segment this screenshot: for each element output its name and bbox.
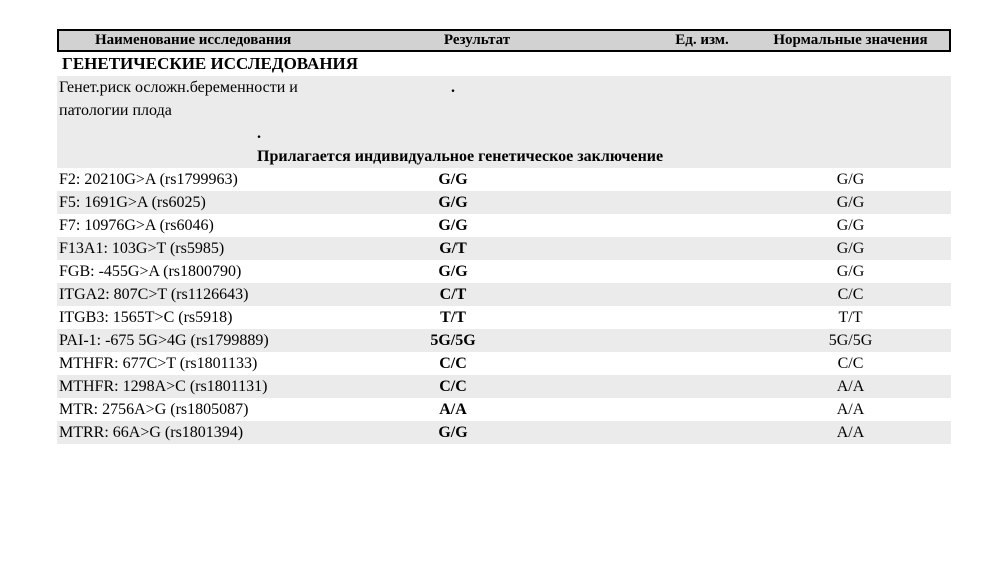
cell-normal: A/A [836, 401, 865, 418]
cell-result: C/T [439, 286, 467, 303]
cell-units [650, 168, 750, 191]
cell-spacer [553, 375, 650, 398]
section-title: ГЕНЕТИЧЕСКИЕ ИССЛЕДОВАНИЯ [62, 54, 359, 73]
cell-normal: C/C [837, 355, 864, 372]
cell-result: G/G [438, 171, 468, 188]
cell-normal: G/G [836, 217, 865, 234]
table-row [57, 352, 951, 375]
cell-result: C/C [439, 355, 467, 372]
table-row [57, 237, 951, 260]
cell-normal: A/A [836, 378, 865, 395]
cell-result: C/C [439, 378, 467, 395]
cell-name: F2: 20210G>A (rs1799963) [59, 171, 238, 188]
cell-spacer [553, 168, 650, 191]
table-row [57, 306, 951, 329]
table-row [57, 283, 951, 306]
cell-normal: G/G [836, 194, 865, 211]
cell-spacer [553, 237, 650, 260]
panel-result-dot: . [451, 79, 455, 96]
cell-normal: A/A [836, 424, 865, 441]
cell-spacer [553, 283, 650, 306]
cell-spacer [553, 306, 650, 329]
cell-normal: G/G [836, 171, 865, 188]
cell-units [650, 398, 750, 421]
lab-report-page [57, 29, 951, 444]
cell-normal: G/G [836, 240, 865, 257]
cell-units [650, 421, 750, 444]
header-spacer [555, 31, 652, 50]
table-row [57, 375, 951, 398]
panel-dot: . [257, 125, 261, 142]
cell-units [650, 352, 750, 375]
panel-test-name-line2: патологии плода [59, 102, 172, 119]
table-row [57, 168, 951, 191]
cell-units [650, 306, 750, 329]
cell-result: G/T [439, 240, 467, 257]
cell-result: T/T [440, 309, 466, 326]
cell-name: MTHFR: 677C>T (rs1801133) [59, 355, 258, 372]
cell-name: FGB: -455G>A (rs1800790) [59, 263, 242, 280]
cell-units [650, 283, 750, 306]
cell-result: A/A [439, 401, 467, 418]
cell-units [650, 191, 750, 214]
cell-spacer [553, 260, 650, 283]
cell-units [650, 260, 750, 283]
cell-result: G/G [438, 217, 468, 234]
cell-spacer [553, 421, 650, 444]
column-header-result: Результат [443, 32, 511, 48]
cell-name: ITGA2: 807C>T (rs1126643) [59, 286, 249, 303]
pregnancy-risk-panel [57, 76, 951, 168]
cell-spacer [553, 76, 650, 99]
column-header-normal: Нормальные значения [773, 32, 928, 48]
cell-normal: C/C [837, 286, 864, 303]
cell-units [650, 237, 750, 260]
cell-name: F7: 10976G>A (rs6046) [59, 217, 214, 234]
cell-name: F13A1: 103G>T (rs5985) [59, 240, 225, 257]
column-header-name: Наименование исследования [95, 32, 292, 48]
cell-name: MTHFR: 1298A>C (rs1801131) [59, 378, 268, 395]
results-rows [57, 168, 951, 444]
table-row [57, 260, 951, 283]
panel-note: Прилагается индивидуальное генетическое заключение [257, 148, 664, 165]
cell-name: MTRR: 66A>G (rs1801394) [59, 424, 244, 441]
table-row [57, 214, 951, 237]
cell-name: F5: 1691G>A (rs6025) [59, 194, 206, 211]
cell-normal: T/T [838, 309, 863, 326]
table-row [57, 421, 951, 444]
cell-normal: 5G/5G [828, 332, 873, 349]
table-row [57, 191, 951, 214]
panel-row [57, 99, 951, 122]
table-header-row [57, 29, 951, 52]
panel-test-name-line1: Генет.риск осложн.беременности и [59, 79, 298, 96]
cell-spacer [553, 398, 650, 421]
cell-name: PAI-1: -675 5G>4G (rs1799889) [59, 332, 269, 349]
cell-units [650, 214, 750, 237]
cell-result: 5G/5G [430, 332, 476, 349]
table-row [57, 329, 951, 352]
cell-result: G/G [438, 194, 468, 211]
cell-name: MTR: 2756A>G (rs1805087) [59, 401, 249, 418]
cell-spacer [553, 191, 650, 214]
cell-spacer [553, 214, 650, 237]
cell-spacer [553, 329, 650, 352]
cell-units [650, 375, 750, 398]
table-row [57, 398, 951, 421]
cell-spacer [553, 352, 650, 375]
cell-result: G/G [438, 263, 468, 280]
cell-result: G/G [438, 424, 468, 441]
column-header-units: Ед. изм. [675, 32, 729, 48]
cell-name: ITGB3: 1565T>C (rs5918) [59, 309, 233, 326]
panel-row [57, 76, 951, 99]
cell-units [650, 329, 750, 352]
cell-units-empty [650, 76, 750, 99]
cell-normal-empty [750, 76, 951, 99]
cell-normal: G/G [836, 263, 865, 280]
